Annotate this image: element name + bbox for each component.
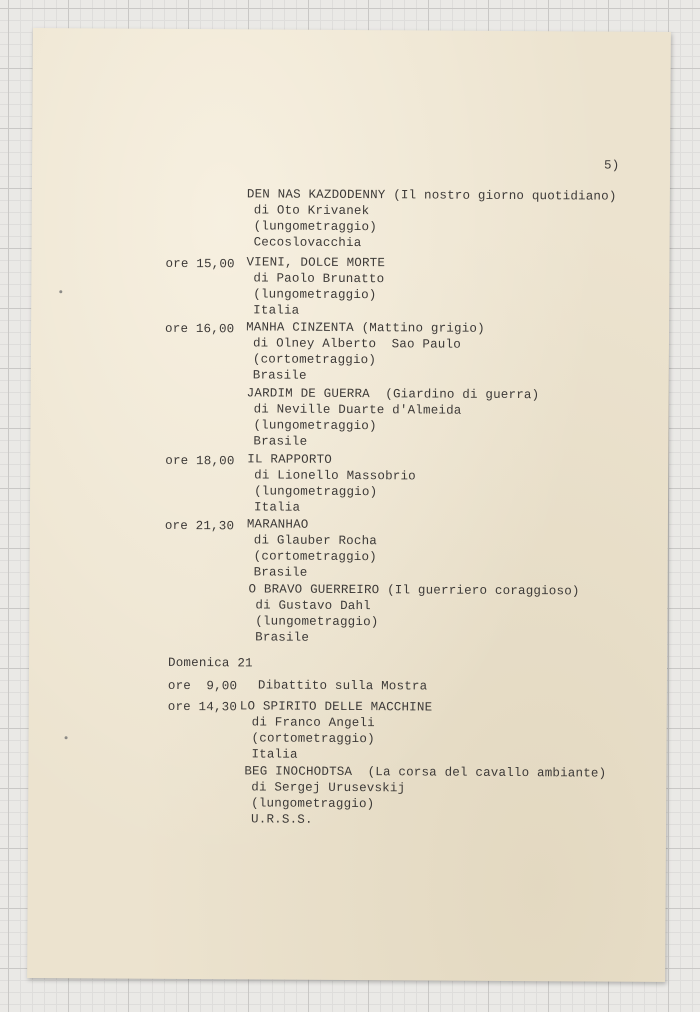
film-country: Italia: [253, 303, 300, 318]
film-title: JARDIM DE GUERRA (Giardino di guerra): [246, 386, 540, 403]
film-director: di Lionello Massobrio: [254, 468, 416, 484]
film-director: di Glauber Rocha: [253, 533, 378, 549]
film-country: Brasile: [255, 630, 310, 645]
film-director: di Sergej Urusevskij: [251, 780, 406, 796]
page-number: 5): [604, 158, 620, 173]
film-format: (lungometraggio): [253, 287, 377, 303]
film-format: (cortometraggio): [253, 549, 377, 565]
film-title: BEG INOCHODTSA (La corsa del cavallo ambiante): [244, 764, 607, 781]
screening-time: ore 18,00: [165, 453, 235, 469]
film-format: (lungometraggio): [253, 418, 377, 434]
film-country: Brasile: [253, 434, 308, 449]
film-title: MANHA CINZENTA (Mattino grigio): [246, 320, 485, 336]
film-title: LO SPIRITO DELLE MACCHINE: [239, 699, 433, 715]
film-title: MARANHAO: [246, 517, 309, 532]
film-director: di Oto Krivanek: [253, 203, 370, 219]
film-title: VIENI, DOLCE MORTE: [246, 255, 386, 271]
film-director: di Franco Angeli: [251, 715, 375, 731]
film-country: Italia: [251, 747, 298, 762]
screening-time: ore 14,30: [167, 699, 238, 715]
film-title: O BRAVO GUERREIRO (Il guerriero coraggioso): [248, 582, 580, 599]
film-director: di Neville Duarte d'Almeida: [253, 402, 462, 418]
film-director: di Olney Alberto Sao Paulo: [252, 336, 461, 352]
film-country: Italia: [253, 500, 301, 515]
film-format: (lungometraggio): [251, 796, 375, 812]
film-format: (cortometraggio): [251, 731, 375, 747]
film-format: (cortometraggio): [252, 352, 377, 368]
paper-speck: [59, 290, 62, 293]
film-director: di Gustavo Dahl: [255, 598, 371, 614]
film-country: Brasile: [252, 368, 307, 383]
film-director: di Paolo Brunatto: [253, 271, 385, 287]
screening-time: ore 15,00: [165, 256, 235, 272]
screening-time: ore 16,00: [165, 321, 235, 337]
screening-time: ore 21,30: [164, 518, 235, 534]
film-country: Cecoslovacchia: [253, 235, 362, 251]
day-heading: Domenica 21: [167, 655, 253, 671]
film-title: IL RAPPORTO: [247, 452, 333, 467]
paper-speck: [65, 736, 68, 739]
film-format: (lungometraggio): [255, 614, 379, 630]
film-country: U.R.S.S.: [251, 812, 313, 827]
film-format: (lungometraggio): [254, 484, 378, 500]
screening-time: ore 9,00: [167, 678, 238, 694]
film-format: (lungometraggio): [253, 219, 377, 235]
debate-text: Dibattito sulla Mostra: [257, 678, 428, 694]
film-country: Brasile: [253, 565, 308, 580]
film-title: DEN NAS KAZDODENNY (Il nostro giorno quotidiano): [246, 187, 617, 204]
typewritten-page: [27, 28, 671, 982]
